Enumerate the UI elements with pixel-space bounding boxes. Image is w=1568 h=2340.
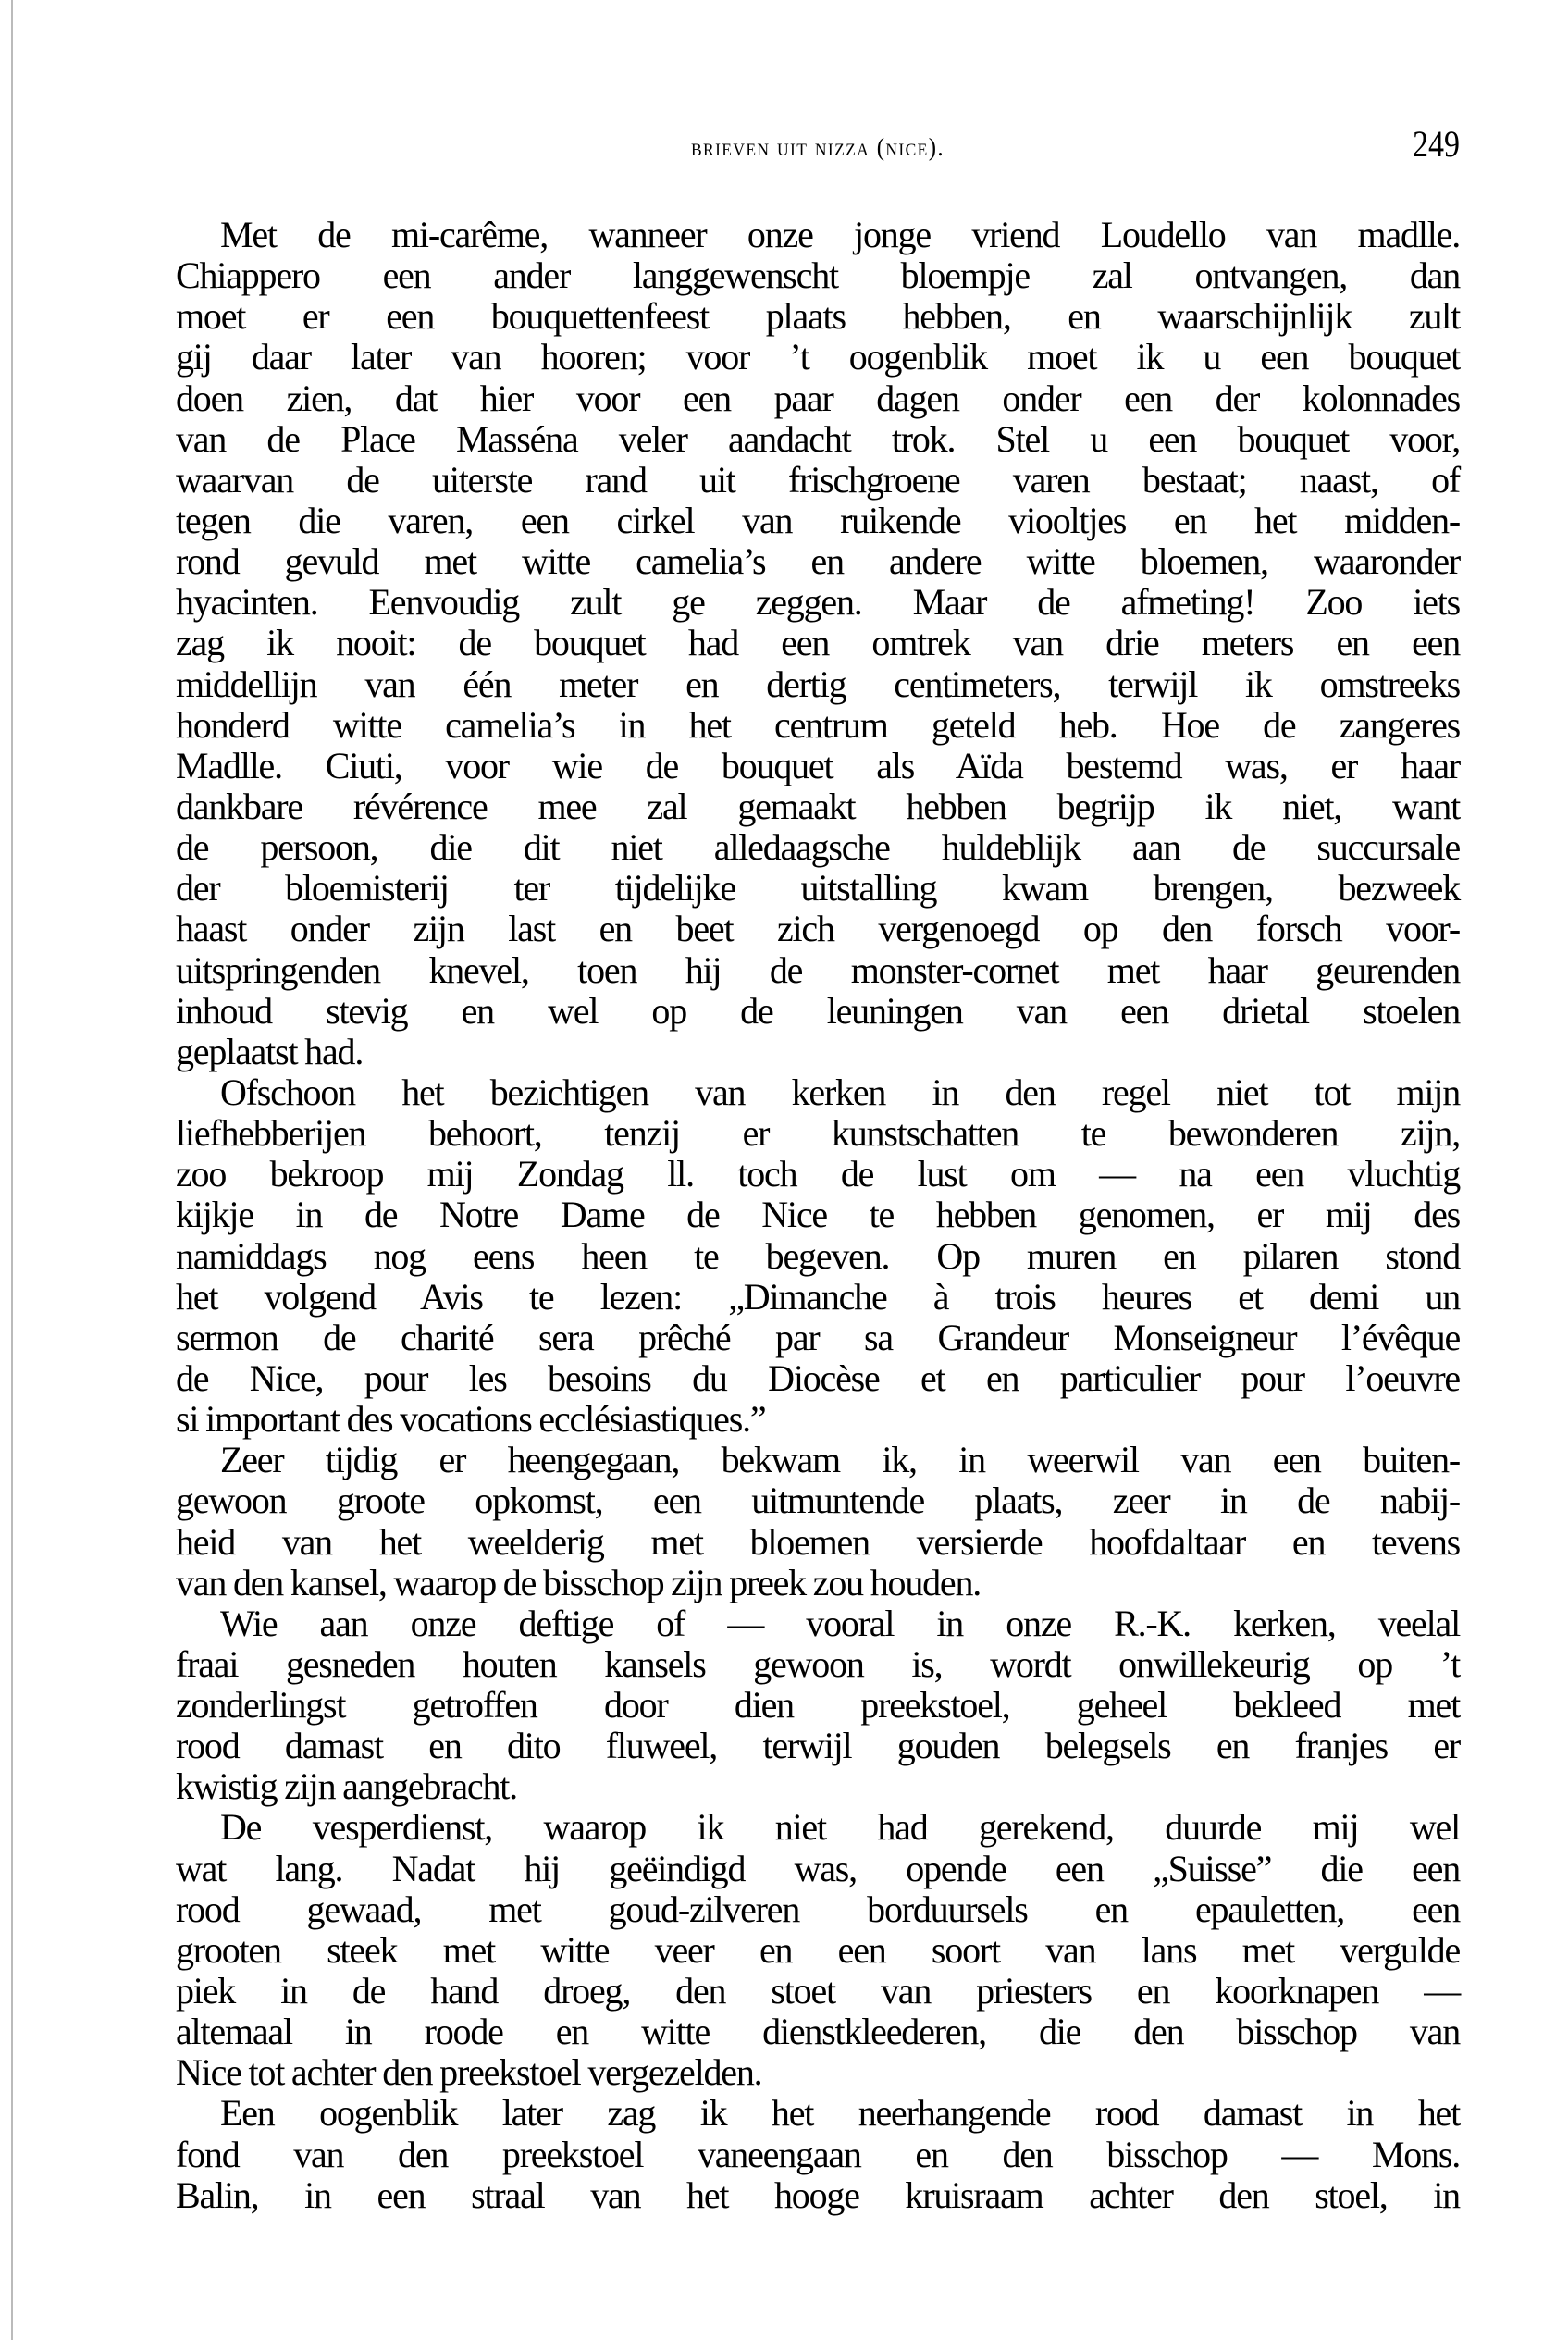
text-line: waarvan de uiterste rand uit frischgroene varen bestaat; naast, of xyxy=(176,458,1460,501)
text-line: tegen die varen, een cirkel van ruikende viooltjes en het midden- xyxy=(176,499,1460,541)
text-line: moet er een bouquettenfeest plaats hebben, en waarschijnlijk zult xyxy=(176,295,1460,338)
text-line: gij daar later van hooren; voor ’t oogenblik moet ik u een bouquet xyxy=(176,336,1460,378)
paragraph xyxy=(176,1440,1460,1603)
paragraph xyxy=(176,215,1460,1072)
text-line: honderd witte camelia’s in het centrum geteld heb. Hoe de zangeres xyxy=(176,703,1460,746)
text-line: uitspringenden knevel, toen hij de monster-cornet met haar geurenden xyxy=(176,948,1460,991)
text-line: de Nice, pour les besoins du Diocèse et en particulier pour l’oeuvre xyxy=(176,1356,1460,1399)
page-header xyxy=(176,122,1460,168)
text-line: grooten steek met witte veer en een soort van lans met vergulde xyxy=(176,1928,1460,1971)
scan-edge-line xyxy=(11,0,13,2340)
text-line: Een oogenblik later zag ik het neerhangende rood damast in het xyxy=(220,2092,1460,2135)
text-line: Wie aan onze deftige of — vooral in onze R.-K. kerken, veelal xyxy=(220,1602,1460,1644)
text-line: fond van den preekstoel vaneengaan en den bisschop — Mons. xyxy=(176,2133,1460,2175)
text-line: fraai gesneden houten kansels gewoon is, wordt onwillekeurig op ’t xyxy=(176,1642,1460,1685)
text-line: Met de mi-carême, wanneer onze jonge vriend Loudello van madlle. xyxy=(220,214,1460,255)
body-text xyxy=(176,215,1460,2216)
text-line: namiddags nog eens heen te begeven. Op muren en pilaren stond xyxy=(176,1234,1460,1277)
text-line: doen zien, dat hier voor een paar dagen onder een der kolonnades xyxy=(176,377,1460,419)
text-line: rond gevuld met witte camelia’s en andere witte bloemen, waaronder xyxy=(176,540,1460,583)
text-line: zoo bekroop mij Zondag ll. toch de lust om — na een vluchtig xyxy=(176,1153,1460,1195)
text-line: zag ik nooit: de bouquet had een omtrek van drie meters en een xyxy=(176,622,1460,664)
text-line: dankbare révérence mee zal gemaakt hebben begrijp ik niet, want xyxy=(176,785,1460,827)
text-line: altemaal in roode en witte dienstkleederen, die den bisschop van xyxy=(176,2011,1460,2053)
text-line: Zeer tijdig er heengegaan, bekwam ik, in weerwil van een buiten- xyxy=(220,1439,1460,1481)
text-line: De vesperdienst, waarop ik niet had gerekend, duurde mij wel xyxy=(220,1806,1460,1849)
text-line: de persoon, die dit niet alledaagsche huldeblijk aan de succursale xyxy=(176,826,1460,869)
text-line: geplaatst had. xyxy=(176,1030,364,1072)
text-line: Ofschoon het bezichtigen van kerken in den regel niet tot mijn xyxy=(220,1071,1460,1113)
text-line: liefhebberijen behoort, tenzij er kunstschatten te bewonderen zijn, xyxy=(176,1112,1460,1155)
paragraph xyxy=(176,1807,1460,2093)
text-line: heid van het weelderig met bloemen versierde hoofdaltaar en tevens xyxy=(176,1520,1460,1563)
text-line: inhoud stevig en wel op de leuningen van een drietal stoelen xyxy=(176,989,1460,1032)
text-line: hyacinten. Eenvoudig zult ge zeggen. Maar de afmeting! Zoo iets xyxy=(176,581,1460,624)
text-line: sermon de charité sera prêché par sa Grandeur Monseigneur l’évêque xyxy=(176,1316,1460,1358)
text-line: van den kansel, waarop de bisschop zijn preek zou houden. xyxy=(176,1561,982,1603)
paragraph xyxy=(176,2093,1460,2215)
page-number: 249 xyxy=(1413,123,1460,165)
text-line: kijkje in de Notre Dame de Nice te hebben genomen, er mij des xyxy=(176,1194,1460,1236)
text-line: rood gewaad, met goud-zilveren borduursels en epauletten, een xyxy=(176,1888,1460,1930)
text-line: het volgend Avis te lezen: „Dimanche à trois heures et demi un xyxy=(176,1275,1460,1318)
paragraph xyxy=(176,1072,1460,1440)
paragraph xyxy=(176,1603,1460,1808)
text-line: haast onder zijn last en beet zich vergenoegd op den forsch voor- xyxy=(176,908,1460,950)
text-line: piek in de hand droeg, den stoet van priesters en koorknapen — xyxy=(176,1970,1460,2012)
text-line: Balin, in een straal van het hooge kruisraam achter den stoel, in xyxy=(176,2173,1460,2216)
text-line: kwistig zijn aangebracht. xyxy=(176,1765,517,1808)
text-line: van de Place Masséna veler aandacht trok. Stel u een bouquet voor, xyxy=(176,417,1460,460)
text-line: Madlle. Ciuti, voor wie de bouquet als Aïda bestemd was, er haar xyxy=(176,744,1460,786)
text-line: middellijn van één meter en dertig centimeters, terwijl ik omstreeks xyxy=(176,662,1460,705)
text-line: si important des vocations ecclésiastiques.” xyxy=(176,1398,766,1441)
text-line: der bloemisterij ter tijdelijke uitstalling kwam brengen, bezweek xyxy=(176,867,1460,910)
text-line: zonderlingst getroffen door dien preekstoel, geheel bekleed met xyxy=(176,1684,1460,1727)
text-line: wat lang. Nadat hij geëindigd was, opende een „Suisse” die een xyxy=(176,1847,1460,1889)
text-line: Chiappero een ander langgewenscht bloempje zal ontvangen, dan xyxy=(176,254,1460,297)
text-line: Nice tot achter den preekstoel vergezelden. xyxy=(176,2051,762,2094)
running-title: brieven uit nizza (nice). xyxy=(691,133,945,161)
text-line: rood damast en dito fluweel, terwijl gouden belegsels en franjes er xyxy=(176,1725,1460,1767)
text-line: gewoon groote opkomst, een uitmuntende plaats, zeer in de nabij- xyxy=(176,1480,1460,1522)
